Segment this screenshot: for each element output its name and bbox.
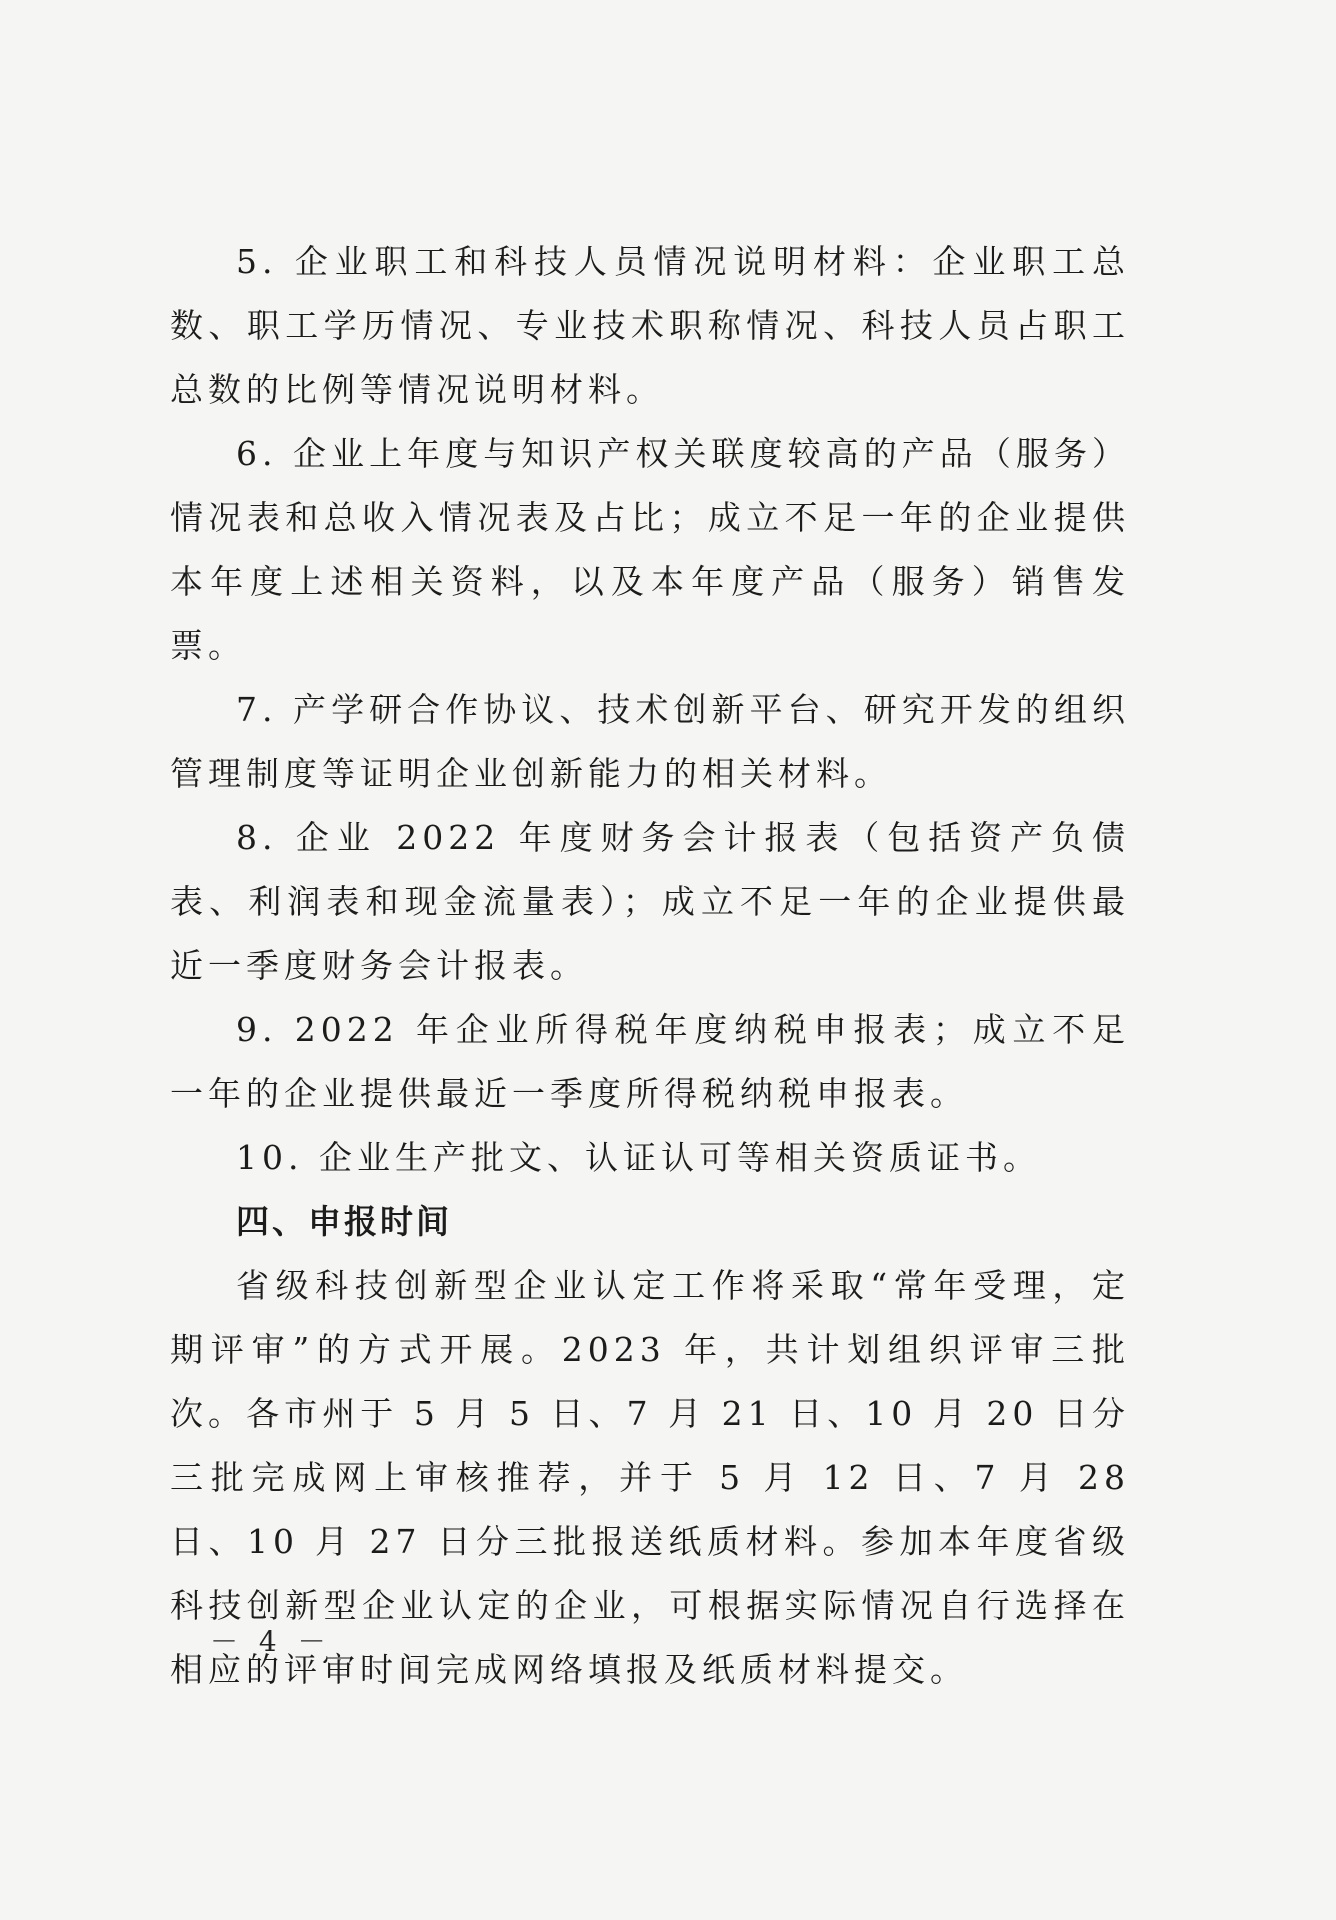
list-item: 8. 企业 2022 年度财务会计报表（包括资产负债表、利润表和现金流量表）；成立不足一年的企业提供最近一季度财务会计报表。 xyxy=(170,818,1130,985)
section-heading: 四、申报时间 xyxy=(236,1202,452,1241)
section-body-paragraph: 省级科技创新型企业认定工作将采取“常年受理，定期评审”的方式开展。2023 年，共计划组织评审三批次。各市州于 5 月 5 日、7 月 21 日、10 月 20 日分三批完成网上审核推荐，并于 5 月 12 日、7 月 28 日、10 月 27 日分三批报送纸质材料。参加本年度省级科技创新型企业认定的企业，可根据实际情况自行选择在相应的评审时间完成网络填报及纸质材料提交。 xyxy=(170,1266,1130,1689)
list-item: 5. 企业职工和科技人员情况说明材料：企业职工总数、职工学历情况、专业技术职称情况、科技人员占职工总数的比例等情况说明材料。 xyxy=(170,242,1130,409)
list-item: 6. 企业上年度与知识产权关联度较高的产品（服务）情况表和总收入情况表及占比；成立不足一年的企业提供本年度上述相关资料，以及本年度产品（服务）销售发票。 xyxy=(170,434,1130,665)
list-item: 7. 产学研合作协议、技术创新平台、研究开发的组织管理制度等证明企业创新能力的相关材料。 xyxy=(170,690,1130,793)
list-item: 9. 2022 年企业所得税年度纳税申报表；成立不足一年的企业提供最近一季度所得税纳税申报表。 xyxy=(170,1010,1130,1113)
list-item: 10. 企业生产批文、认证认可等相关资质证书。 xyxy=(236,1138,1041,1177)
page-number: － 4 － xyxy=(210,1625,332,1658)
document-body xyxy=(170,230,1130,1702)
